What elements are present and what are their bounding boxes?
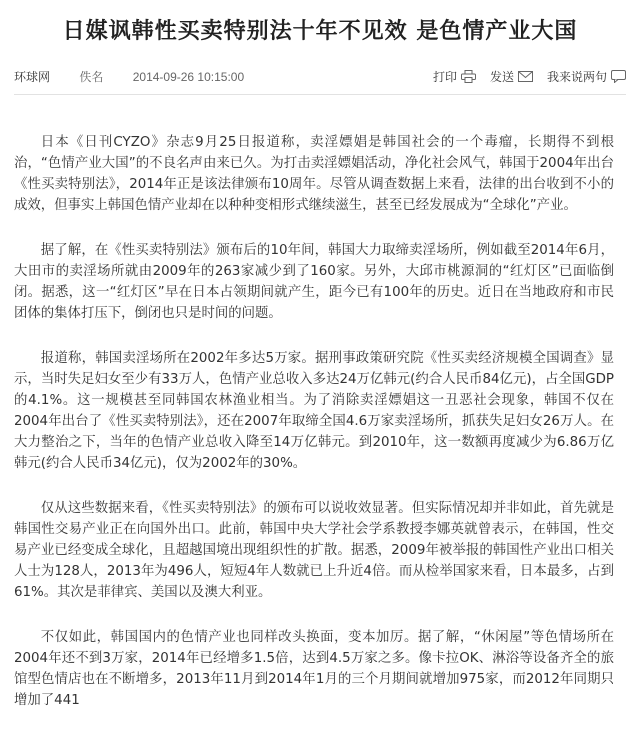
article-title: 日媒讽韩性买卖特别法十年不见效 是色情产业大国 — [62, 19, 578, 44]
send-label: 发送 — [489, 70, 514, 84]
source-name: 环球网 — [14, 70, 51, 84]
article-paragraph: 仅从这些数据来看，《性买卖特别法》的颁布可以说收效显著。但实际情况却并非如此，首先就是韩国性交易产业正在向国外出口。此前，韩国中央大学社会学系教授李娜英就曾表示，在韩国，性交易产业已经变成全球化，且超越国境出现组织性的扩散。据悉，2009年被举报的韩国性产业出口相关人士为128人，2013年为496人，短短4年人数就已上升近4倍。而从检举国家来看，日本最多，占到61%。其次是菲律宾、美国以及澳大利亚。 — [14, 501, 614, 600]
header-divider — [14, 94, 626, 95]
meta-info — [14, 68, 270, 85]
article-paragraph: 日本《日刊CYZO》杂志9月25日报道称，卖淫嫖娼是韩国社会的一个毒瘤，长期得不到根治，“色情产业大国”的不良名声由来已久。为打击卖淫嫖娼活动，净化社会风气，韩国于2004年出台《性买卖特别法》，2014年正是该法律颁布10周年。尽管从调查数据上来看，法律的出台收到不小的成效，但事实上韩国色情产业却在以种种变相形式继续滋生，甚至已经发展成为“全球化”产业。 — [14, 135, 614, 213]
article-paragraph: 不仅如此，韩国国内的色情产业也同样改头换面，变本加厉。据了解，“休闲屋”等色情场所在2004年还不到3万家，2014年已经增多1.5倍，达到4.5万家之多。像卡拉OK、淋浴等设备齐全的旅馆型色情店也在不断增多，2013年11月到2014年1月的三个月期间就增加975家，而2012年同期只增加了441 — [14, 630, 614, 708]
printer-icon — [461, 70, 476, 83]
meta-actions — [433, 68, 626, 85]
publish-datetime: 2014-09-26 10:15:00 — [132, 70, 245, 84]
comment-button[interactable] — [547, 68, 626, 85]
print-label: 打印 — [432, 70, 457, 84]
print-button[interactable] — [433, 68, 476, 85]
comment-label: 我来说两句 — [546, 70, 607, 84]
envelope-icon — [518, 70, 533, 83]
comment-bubble-icon — [611, 70, 626, 83]
article-paragraph: 报道称，韩国卖淫场所在2002年多达5万家。据刑事政策研究院《性买卖经济规模全国调查》显示，当时失足妇女至少有33万人，色情产业总收入多达24万亿韩元(约合人民币84亿元)，占全国GDP的4.1%。这一规模甚至同韩国农林渔业相当。为了消除卖淫嫖娼这一丑恶社会现象，韩国不仅在2004年出台了《性买卖特别法》，还在2007年取缔全国4.6万家卖淫场所，抓获失足妇女26万人。在大力整治之下，当年的色情产业总收入降至14万亿韩元。到2010年，这一数额再度减少为6.86万亿韩元(约合人民币34亿元)，仅为2002年的30%。 — [14, 351, 614, 471]
article-meta — [14, 68, 626, 86]
article-body — [14, 132, 614, 735]
author-name: 佚名 — [79, 70, 104, 84]
article-paragraph: 据了解，在《性买卖特别法》颁布后的10年间，韩国大力取缔卖淫场所，例如截至2014年6月，大田市的卖淫场所就由2009年的263家减少到了160家。另外，大邱市桃源洞的“红灯区”已面临倒闭。据悉，这一“红灯区”早在日本占领期间就产生，距今已有100年的历史。近日在当地政府和市民团体的集体打压下，倒闭也只是时间的问题。 — [14, 243, 614, 321]
send-button[interactable] — [490, 68, 533, 85]
